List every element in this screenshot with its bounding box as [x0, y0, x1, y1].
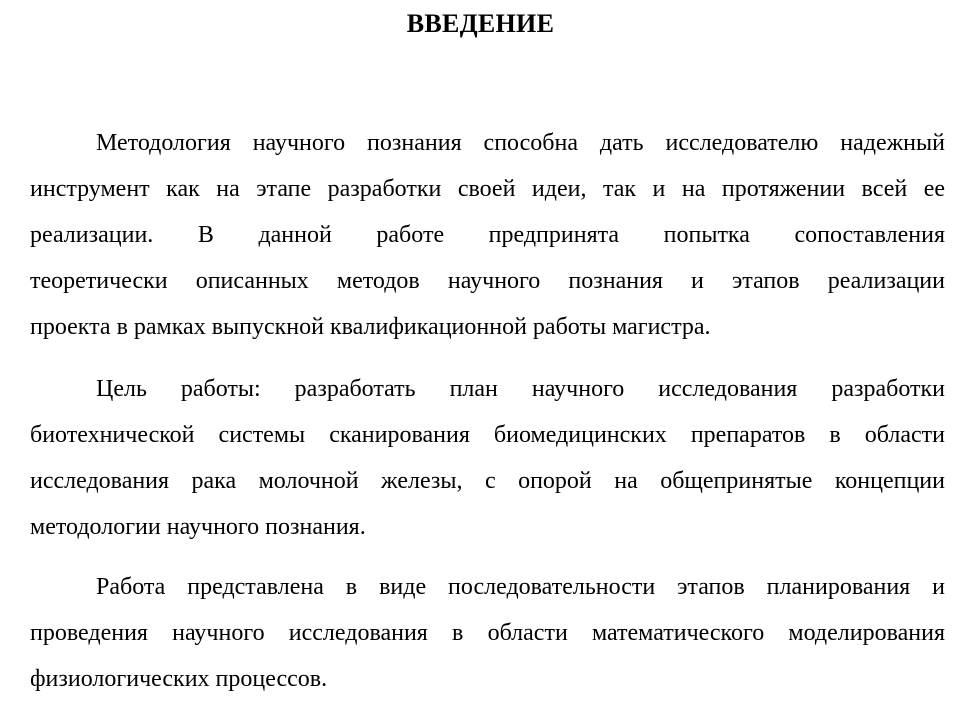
paragraph-methodology — [30, 120, 945, 350]
text-line: биотехнической системы сканирования биомедицинских препаратов в области — [30, 422, 945, 448]
text-line: методологии научного познания. — [30, 514, 366, 540]
paragraph-goal — [30, 366, 945, 550]
paragraph-structure — [30, 564, 945, 702]
text-line: исследования рака молочной железы, с опорой на общепринятые концепции — [30, 468, 945, 494]
text-line: Работа представлена в виде последовательности этапов планирования и — [96, 574, 945, 600]
text-line: проекта в рамках выпускной квалификационной работы магистра. — [30, 314, 711, 340]
text-line: теоретически описанных методов научного познания и этапов реализации — [30, 268, 945, 294]
page-title: ВВЕДЕНИЕ — [406, 9, 555, 38]
text-line: Цель работы: разработать план научного исследования разработки — [96, 376, 945, 402]
text-line: реализации. В данной работе предпринята попытка сопоставления — [30, 222, 945, 248]
text-line: проведения научного исследования в области математического моделирования — [30, 620, 945, 646]
text-line: инструмент как на этапе разработки своей идеи, так и на протяжении всей ее — [30, 176, 945, 202]
text-line: физиологических процессов. — [30, 666, 328, 692]
text-line: Методология научного познания способна дать исследователю надежный — [96, 130, 945, 156]
